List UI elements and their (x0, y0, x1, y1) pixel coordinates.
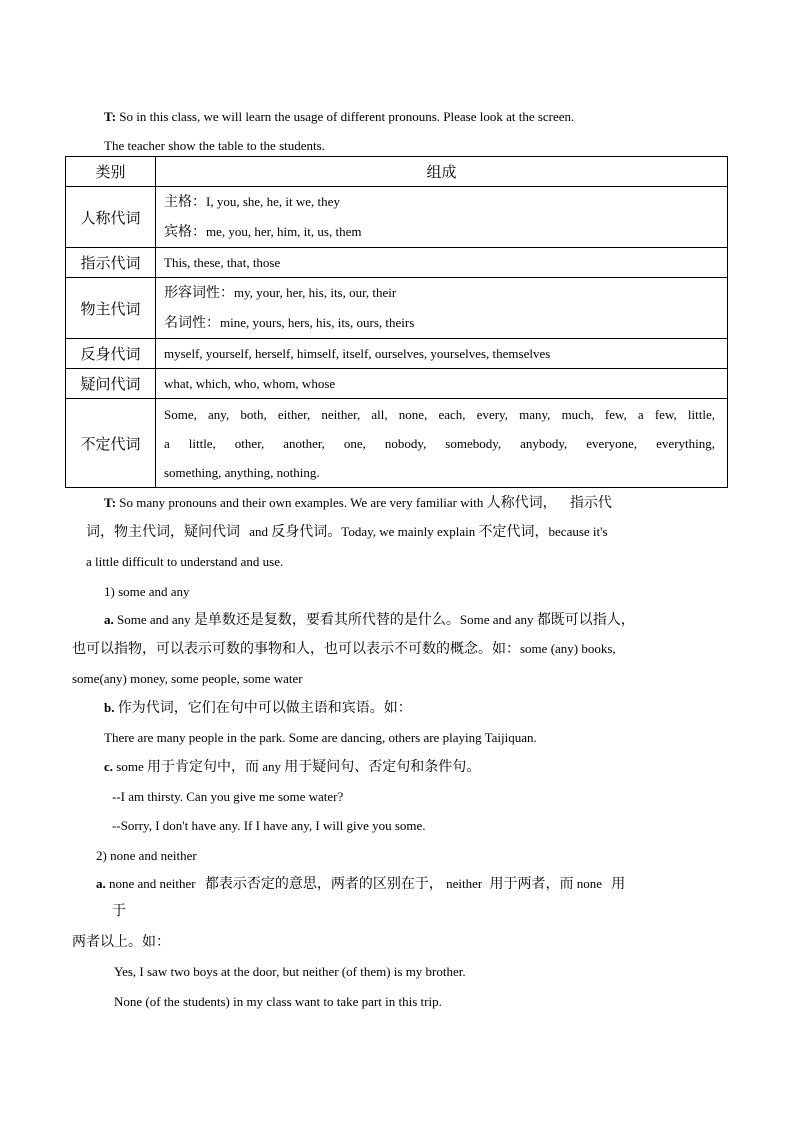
text-segment: none (576, 876, 603, 891)
category-cell: 反身代词 (66, 339, 156, 369)
text-segment: 用于疑问句、否定句和条件句。 (284, 759, 481, 775)
point-b-line (104, 699, 412, 717)
line-text: me, you, her, him, it, us, them (206, 224, 362, 239)
text-segment: any (262, 759, 282, 774)
line-label: 主格： (164, 194, 206, 210)
line-text: a little, other, another, one, nobody, somebody, anybody, everyone, everything, (164, 435, 715, 451)
line-text: my, your, her, his, its, our, their (234, 285, 397, 300)
category-cell: 指示代词 (66, 248, 156, 278)
pronoun-table (65, 156, 728, 488)
composition-cell (156, 187, 728, 248)
text-segment: 都表示否定的意思，两者的区别在于， (204, 876, 443, 892)
line-label: 名词性： (164, 315, 220, 331)
text-segment: none and neither (109, 876, 196, 891)
text-segment: 人称代词， (486, 495, 557, 511)
point-a2-line-1 (96, 875, 625, 893)
point-a-line-1 (104, 611, 635, 629)
point-label: a. (104, 612, 114, 627)
text-segment: Today, we mainly explain (341, 524, 476, 539)
text-segment: because it's (548, 524, 608, 539)
line-text: mine, yours, hers, his, its, ours, theirs (220, 315, 415, 330)
point-a-line-3: some(any) money, some people, some water (72, 671, 303, 686)
text-segment: neither (446, 876, 483, 891)
line-text: Some, any, both, either, neither, all, none, each, every, many, much, few, a few, little, (164, 406, 715, 422)
paragraph-1-line-1 (104, 494, 612, 512)
text-segment: Some and any (459, 612, 534, 627)
paragraph-1-line-2 (86, 523, 608, 541)
text-segment: and (249, 524, 269, 539)
line-text: something, anything, nothing. (164, 464, 320, 480)
composition-cell (156, 369, 728, 399)
table-row (66, 399, 728, 488)
text-segment: 都既可以指人， (536, 612, 635, 628)
paragraph-1-line-3: a little difficult to understand and use. (86, 554, 284, 569)
table-row (66, 187, 728, 248)
point-b-example: There are many people in the park. Some are dancing, others are playing Taijiquan. (104, 730, 537, 745)
table-row (66, 248, 728, 278)
example-2: None (of the students) in my class want to take part in this trip. (114, 994, 442, 1009)
text-segment: 是单数还是复数，要看其所代替的是什么。 (193, 612, 460, 628)
text-segment: 词，物主代词，疑问代词 (86, 524, 240, 540)
point-label: b. (104, 700, 115, 715)
dialog-line-2: --Sorry, I don't have any. If I have any, I will give you some. (112, 818, 426, 833)
intro-line-2: The teacher show the table to the students. (104, 138, 325, 153)
table-row (66, 369, 728, 399)
line-text: I, you, she, he, it we, they (206, 194, 340, 209)
text-segment: 用 (611, 876, 626, 892)
line-text: what, which, who, whom, whose (164, 376, 336, 391)
point-a2-line-3: 两者以上。如： (72, 934, 170, 950)
point-label: c. (104, 759, 114, 774)
example-1: Yes, I saw two boys at the door, but neither (of them) is my brother. (114, 964, 466, 979)
table-row (66, 278, 728, 339)
header-composition: 组成 (156, 157, 728, 187)
text-segment: some (116, 759, 144, 774)
text-segment: 指示代 (569, 495, 612, 511)
speaker-label: T: (104, 495, 117, 510)
composition-cell (156, 339, 728, 369)
header-category: 类别 (66, 157, 156, 187)
category-cell: 不定代词 (66, 399, 156, 488)
composition-cell (156, 248, 728, 278)
text-segment: 反身代词。 (271, 524, 342, 540)
text-segment: 作为代词，它们在句中可以做主语和宾语。如： (117, 700, 412, 716)
line-text: myself, yourself, herself, himself, itself, ourselves, yourselves, themselves (164, 346, 551, 361)
line-label: 宾格： (164, 224, 206, 240)
composition-cell (156, 278, 728, 339)
intro-text: So in this class, we will learn the usage of different pronouns. Please look at the screen. (119, 109, 575, 124)
category-cell: 人称代词 (66, 187, 156, 248)
section-2-title: 2) none and neither (96, 848, 197, 863)
text-segment: some (any) books, (520, 641, 616, 656)
text-segment: 也可以指物，可以表示可数的事物和人，也可以表示不可数的概念。如： (72, 641, 520, 657)
text-segment: Some and any (117, 612, 191, 627)
text-segment: 用于肯定句中，而 (146, 759, 259, 775)
composition-cell (156, 399, 728, 488)
point-c-line (104, 758, 480, 776)
point-a2-line-2: 于 (112, 903, 126, 919)
line-label: 形容词性： (164, 285, 234, 301)
section-1-title: 1) some and any (104, 584, 190, 599)
text-segment: 用于两者，而 (489, 876, 574, 892)
speaker-label: T: (104, 109, 117, 124)
table-header-row (66, 157, 728, 187)
point-a-line-2 (72, 640, 616, 658)
text-segment: 不定代词， (478, 524, 549, 540)
table-row (66, 339, 728, 369)
point-label: a. (96, 876, 106, 891)
line-text: This, these, that, those (164, 255, 281, 270)
intro-line-1 (104, 108, 574, 126)
dialog-line-1: --I am thirsty. Can you give me some water? (112, 789, 344, 804)
category-cell: 物主代词 (66, 278, 156, 339)
text-segment: So many pronouns and their own examples. We are very familiar with (119, 495, 484, 510)
category-cell: 疑问代词 (66, 369, 156, 399)
